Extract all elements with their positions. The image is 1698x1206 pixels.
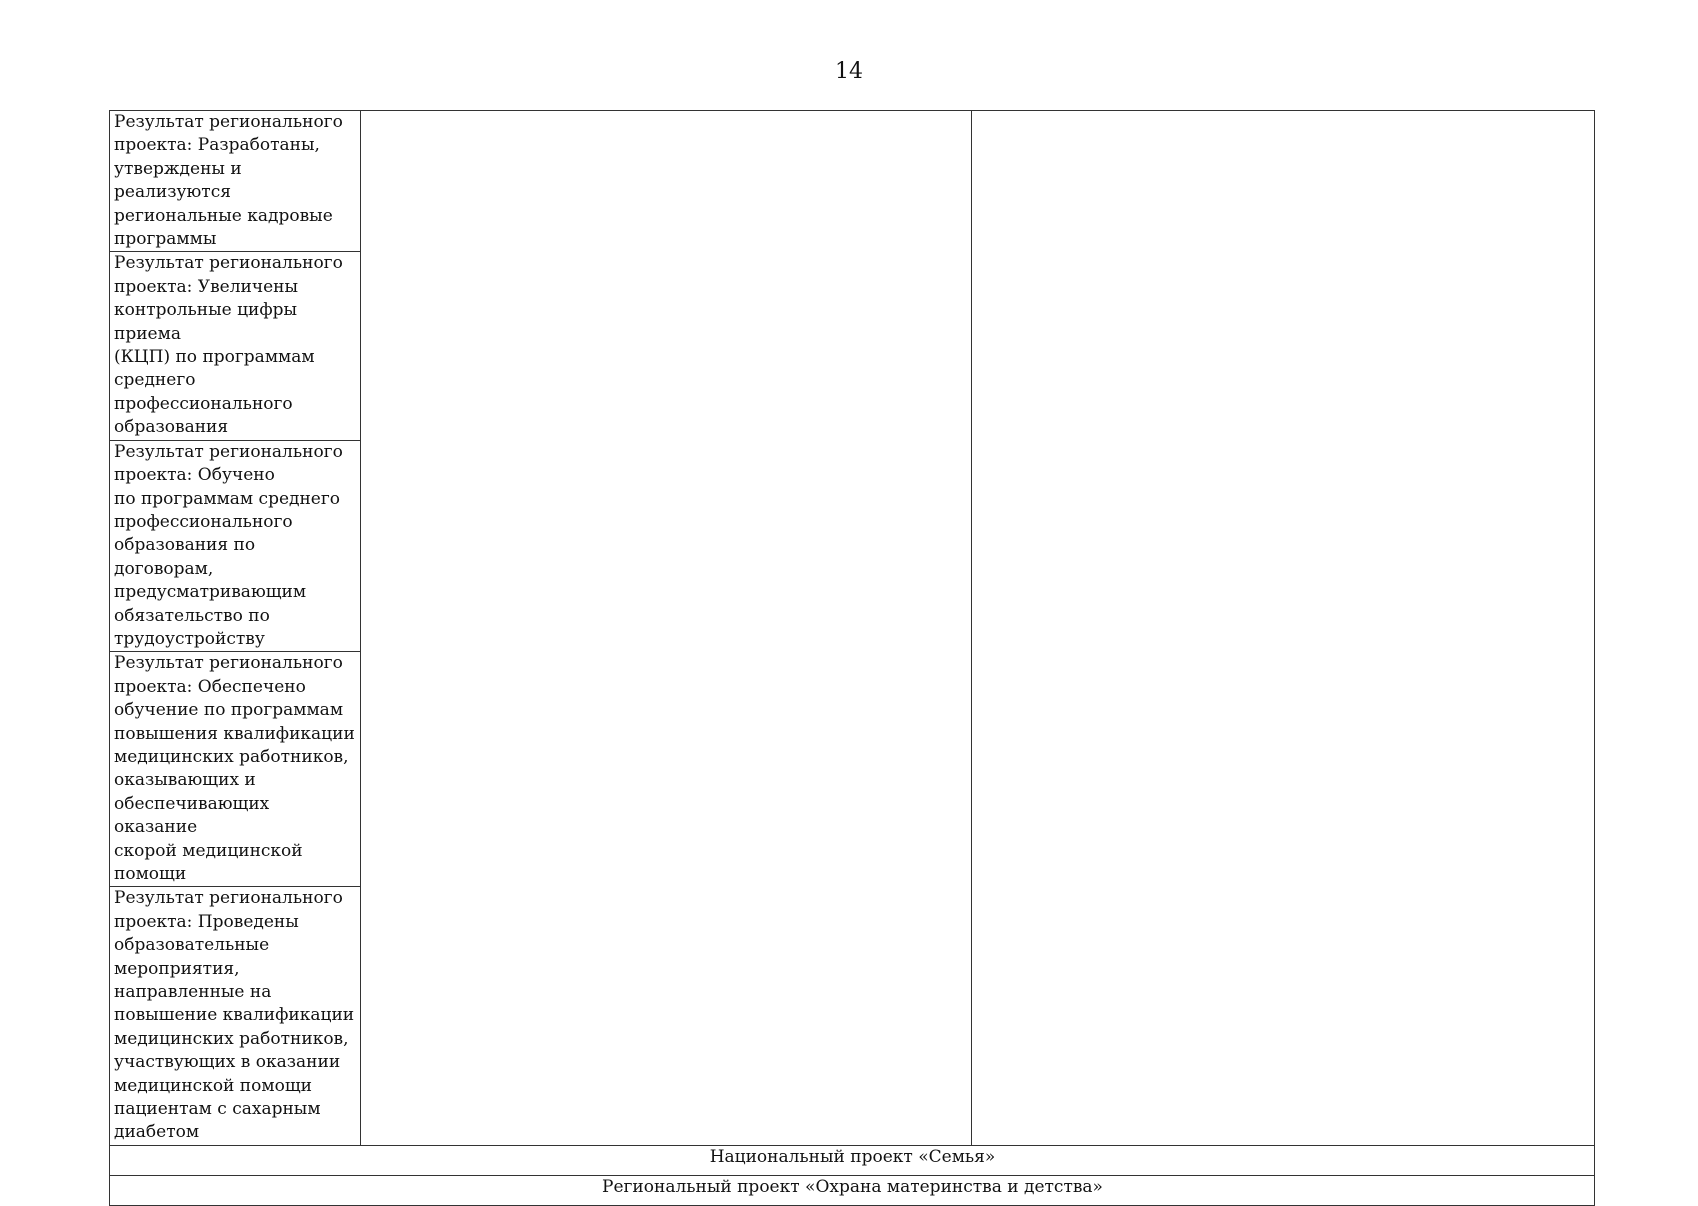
table-row (110, 111, 1595, 252)
table-row-regional-project (110, 1175, 1595, 1205)
page-number: 14 (835, 59, 863, 84)
result-cell: Результат регионального проекта: Увеличены контрольные цифры приема (КЦП) по программам среднего профессионального образования (110, 252, 361, 440)
empty-cell-middle (361, 111, 972, 1146)
result-cell: Результат регионального проекта: Разработаны, утверждены и реализуются региональные кадровые программы (110, 111, 361, 252)
national-project-heading: Национальный проект «Семья» (110, 1145, 1595, 1175)
result-cell: Результат регионального проекта: Проведены образовательные мероприятия, направленные на повышение квалификации медицинских работников, участвующих в оказании медицинской помощи пациентам с сахарным диабетом (110, 887, 361, 1145)
result-cell: Результат регионального проекта: Обеспечено обучение по программам повышения квалификации медицинских работников, оказывающих и обеспечивающих оказание скорой медицинской помощи (110, 652, 361, 887)
result-cell: Результат регионального проекта: Обучено по программам среднего профессионального образования по договорам, предусматривающим обязательство по трудоустройству (110, 440, 361, 652)
empty-cell-right (972, 111, 1595, 1146)
table-row-national-project (110, 1145, 1595, 1175)
results-table (109, 110, 1595, 1206)
regional-project-heading: Региональный проект «Охрана материнства и детства» (110, 1175, 1595, 1205)
